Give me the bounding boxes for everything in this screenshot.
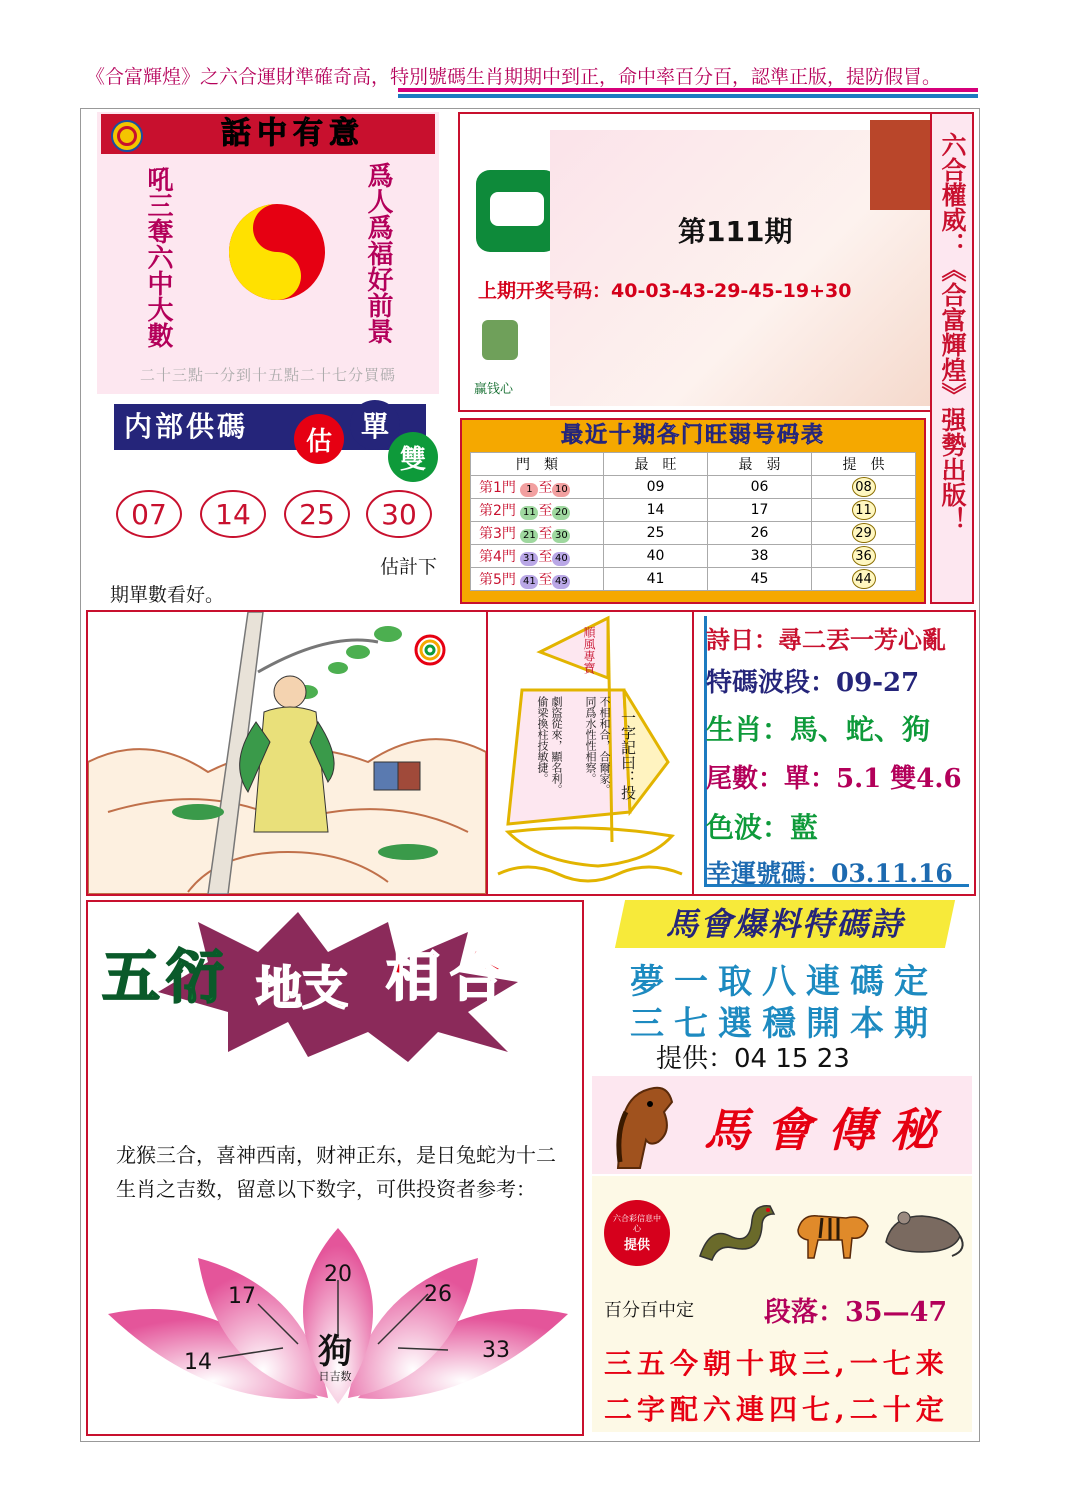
internal-number-1: 07 [116,490,182,538]
sail-flag-text: 順風專寶 [582,626,596,674]
least-cell: 45 [708,568,812,591]
least-cell: 38 [708,545,812,568]
least-cell: 17 [708,499,812,522]
top-banner-text: 《合富輝煌》之六合運財準確奇高，特別號碼生肖期期中到正，命中率百分百，認準正版，提防假冒。 [86,66,942,88]
gate-from: 31 [520,552,538,566]
gate-label: 第5門 [479,572,516,588]
hint-wave-label: 特碼波段： [706,668,837,698]
saying-right-vertical: 爲人爲福好前景 [363,162,393,344]
gate-label: 第1門 [479,480,516,496]
hint-lucky [706,854,953,890]
saying-title: 話中有意 [221,116,365,151]
provide-value: 29 [852,523,876,543]
badge-single: 單 [350,400,400,450]
provide-value: 08 [852,477,876,497]
secret-title: 馬會傳秘 [704,1103,952,1157]
saying-bottom-text: 二十三點一分到十五點二十七分買碼 [139,366,396,384]
last-draw-label: 上期开奖号码： [478,280,612,302]
internal-number-3: 25 [284,490,350,538]
masthead-logo-hole [490,192,544,226]
racing-poem-line2: 三七選穩開本期 [630,1004,938,1044]
hint-color [706,806,818,846]
hint-tail-label: 尾數： [706,764,785,794]
wuxing-title-b: 地支 [256,961,348,1015]
hint-zodiac [706,708,930,748]
internal-note-left: 期單數看好。 [110,584,225,606]
gate-cell [471,568,604,591]
masthead-bottom-left: 赢钱心 [474,382,514,397]
ten-table-title: 最近十期各门旺弱号码表 [560,423,825,448]
gate-to: 40 [552,552,570,566]
provide-value: 44 [852,569,876,589]
provide-cell [812,499,916,522]
money-icon [482,320,518,360]
racing-poem-provide: 提供：04 15 23 [656,1044,850,1074]
hint-zodiac-label: 生肖： [706,713,791,746]
secret-segment: 段落：35—47 [764,1297,948,1328]
gate-to-label: 至 [538,480,553,496]
lotus-number-1: 20 [324,1262,352,1287]
most-cell: 40 [604,545,708,568]
sail-col2: 不相和合，合爾家。 [598,696,611,795]
logo-icon [111,120,143,152]
wuxing-title-a: 五衍 [102,943,231,1011]
saying-panel [97,112,439,394]
gate-label: 第2門 [479,503,516,519]
internal-note-right: 估計下 [380,556,438,578]
least-cell: 06 [708,476,812,499]
col-least: 最 弱 [708,453,812,476]
col-provide: 提 供 [812,453,916,476]
horse-icon [598,1082,678,1172]
most-cell: 14 [604,499,708,522]
lotus-number-4: 14 [184,1350,212,1375]
wuxing-box [86,900,584,1436]
sail-col1: 一字記曰：投 [619,710,637,800]
masthead-corner-art [870,120,930,210]
secret-seal [604,1200,670,1266]
provide-value: 36 [852,546,876,566]
provide-value: 11 [852,500,876,520]
gate-from: 21 [520,529,538,543]
lotus-number-2: 17 [228,1284,256,1309]
racing-poem-line1: 夢一取八連碼定 [630,962,938,1002]
dragon-icon [690,1196,780,1266]
internal-title: 内部供碼 [124,410,249,443]
most-cell: 09 [604,476,708,499]
most-cell: 25 [604,522,708,545]
hint-poem: 詩日：尋二丟一芳心亂 [706,625,946,654]
gate-from: 11 [520,506,538,520]
lotus-number-5: 33 [482,1338,510,1363]
col-most: 最 旺 [604,453,708,476]
gate-cell [471,476,604,499]
saying-title-bar [101,114,435,154]
hint-color-value: 藍 [790,811,819,844]
wuxing-paragraph: 龙猴三合，喜神西南，财神正东，是日兔蛇为十二生肖之吉数，留意以下数字，可供投资者参考： [116,1143,556,1201]
col-gate: 門 類 [471,453,604,476]
hint-zodiac-value: 馬、蛇、狗 [790,713,931,746]
gate-to: 30 [552,529,570,543]
hint-lucky-label: 幸運號碼： [706,859,832,888]
issue-number: 第111期 [678,215,793,248]
gate-to: 49 [552,575,570,589]
badge-double: 雙 [388,432,438,482]
illustration-box [86,610,488,896]
gate-to-label: 至 [538,549,553,565]
ten-table-header [471,453,916,476]
tiger-icon [792,1200,872,1262]
racing-poem-title: 馬會爆料特碼詩 [665,905,904,943]
provide-cell [812,522,916,545]
hint-tail [706,758,962,795]
rat-icon [882,1206,968,1260]
sail-box [486,610,694,896]
gate-label: 第4門 [479,549,516,565]
hint-wave [706,662,919,699]
gate-cell [471,499,604,522]
wuxing-title-c: 相合 [386,944,514,1008]
sail-col5: 偷梁換柱技敏捷。 [536,696,549,784]
gate-to-label: 至 [538,572,553,588]
last-draw [478,276,851,303]
pink-stripe [398,88,978,92]
gate-label: 第3門 [479,526,516,542]
internal-number-2: 14 [200,490,266,538]
hint-color-label: 色波： [706,811,791,844]
lotus-center-sub: 日吉数 [318,1370,352,1383]
masthead-box [458,112,932,412]
gate-from: 41 [520,575,538,589]
hint-wave-value: 09-27 [836,668,920,698]
last-draw-numbers: 40-03-43-29-45-19+30 [611,280,852,302]
secret-line2: 二字配六連四七,二十定 [604,1393,949,1426]
gate-cell [471,522,604,545]
hints-box [692,610,976,896]
sail-col3: 同爲水性性相察。 [584,696,597,784]
seal-top-text: 六合彩信息中心 [613,1213,661,1233]
gate-cell [471,545,604,568]
secret-title-bar [592,1076,972,1174]
hint-tail-value: 單：5.1 雙4.6 [784,764,962,794]
gate-to: 10 [552,483,570,497]
ten-table-row [471,545,916,568]
blue-stripe [398,94,978,98]
badge-guess: 估 [294,414,344,464]
side-banner [930,112,974,604]
ten-table-box [460,418,926,604]
internal-number-4: 30 [366,490,432,538]
lotus-center: 狗 [318,1332,352,1372]
secret-sure-label: 百分百中定 [604,1300,694,1321]
least-cell: 26 [708,522,812,545]
seal-bottom-text: 提供 [623,1237,650,1253]
scholar-illustration [88,612,486,894]
provide-cell [812,568,916,591]
secret-line1: 三五今朝十取三,一七来 [604,1347,949,1380]
sail-col4: 劇盜從來，顯名利。 [550,696,563,795]
hint-lucky-value: 03.11.16 [831,859,953,888]
gate-to-label: 至 [538,503,553,519]
gate-to-label: 至 [538,526,553,542]
most-cell: 41 [604,568,708,591]
ten-table-row [471,499,916,522]
lotus-number-3: 26 [424,1282,452,1307]
gate-to: 20 [552,506,570,520]
saying-left-vertical: 吼三奪六中大數 [143,166,173,348]
side-banner-text: 六合權威：《合富輝煌》强勢出版！ [938,132,967,532]
ten-table-row [471,568,916,591]
yin-yang-icon [227,202,327,302]
ten-table [470,452,916,591]
gate-from: 1 [520,483,538,497]
ten-table-row [471,522,916,545]
provide-cell [812,476,916,499]
provide-cell [812,545,916,568]
ten-table-row [471,476,916,499]
